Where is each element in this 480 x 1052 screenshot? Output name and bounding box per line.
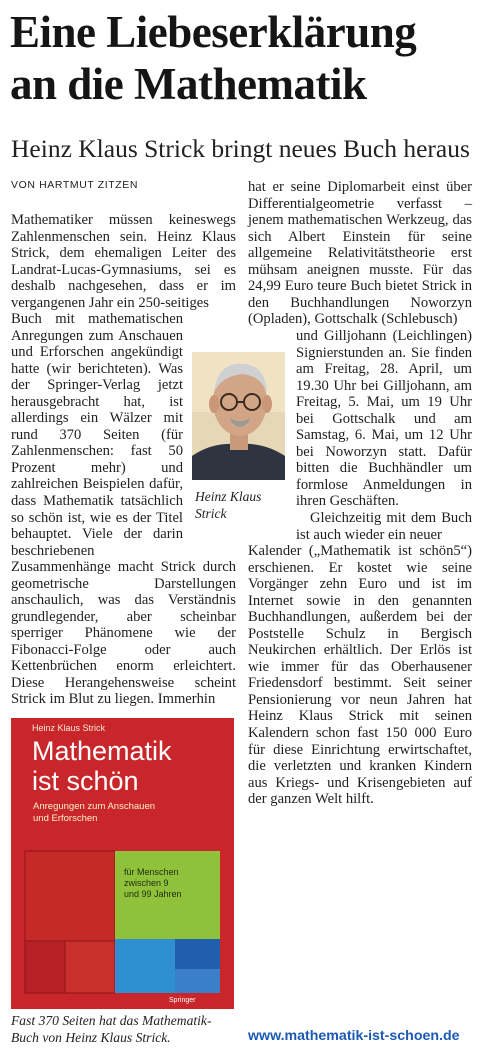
byline: VON HARTMUT ZITZEN — [11, 179, 139, 191]
portrait-caption-line-2: Strick — [195, 506, 227, 521]
website-link[interactable]: www.mathematik-ist-schoen.de — [248, 1028, 460, 1044]
cover-subtitle — [33, 801, 155, 825]
book-cover — [11, 718, 234, 1009]
headline-line-1: Eine Liebeserklärung — [10, 7, 417, 57]
article-text-col1-bottom — [11, 559, 236, 708]
cover-title-line-2: ist schön — [32, 766, 139, 796]
article-paragraph: Mathematiker müssen keineswegs Zahlenmenschen sein. Heinz Klaus Strick, dem ehemaligen Leiter des Landrat-Lucas-Gymnasiums, sei es deshalb nachgesehen, dass er im vergangenen Jahr ein 250-seitiges — [11, 212, 236, 311]
cover-subtitle-line-2: und Erforschen — [33, 813, 98, 824]
article-text-col1-top — [11, 212, 236, 311]
article-paragraph: und Gilljohann (Leichlingen) Signierstunden an. Sie finden am Freitag, 28. April, um 19.30 Uhr bei Gilljohann, am Freitag, 5. Mai, um 19 Uhr bei Gottschalk und am Samstag, 6. Mai, um 12 Uhr bei Noworzyn statt. Dafür bitten die Buchhändler um formlose Anmeldungen in ihren Geschäften. — [296, 328, 472, 510]
cover-audience-line-1: für Menschen — [124, 867, 179, 877]
article-paragraph: Gleichzeitig mit dem Buch ist auch wieder ein neuer — [296, 510, 472, 543]
cover-audience — [124, 867, 182, 900]
article-text-col2-bottom — [248, 543, 472, 808]
cover-caption: Fast 370 Seiten hat das Mathematik-Buch von Heinz Klaus Strick. — [11, 1013, 212, 1045]
headline-line-2: an die Mathematik — [10, 59, 367, 109]
cover-audience-line-2: zwischen 9 — [124, 878, 169, 888]
headline — [10, 6, 475, 110]
author-portrait — [192, 352, 285, 480]
article-paragraph: Buch mit mathematischen Anregungen zum Anschauen und Erforschen angekündigt hatte (wir berichteten). Was der Springer-Verlag jetzt herausgebracht hat, ist allerdings ein Wälzer mit rund 370 Seiten (für Zahlenmenschen: fast 50 Prozent mehr) und zahlreichen Beispielen dafür, dass Mathematik tatsächlich so schön ist, wie es der Titel behauptet. Viele der darin beschriebenen — [11, 311, 183, 559]
portrait-caption — [195, 488, 261, 522]
cover-audience-line-3: und 99 Jahren — [124, 889, 182, 899]
article-paragraph: hat er seine Diplomarbeit einst über Differentialgeometrie verfasst – jenem mathematischen Werkzeug, das sich Albert Einstein für seine allgemeine Relativitätstheorie erst mühsam aneignen musste. Für das 24,99 Euro teure Buch bietet Strick in den Buchhandlungen Noworzyn (Opladen), Gottschalk (Schlebusch) — [248, 179, 472, 328]
article-text-col1-beside-photo — [11, 311, 183, 559]
article-text-col2-beside-photo — [296, 328, 472, 543]
subheadline: Heinz Klaus Strick bringt neues Buch heraus — [11, 134, 470, 163]
cover-title — [32, 736, 172, 796]
cover-title-line-1: Mathematik — [32, 736, 172, 766]
cover-publisher: Springer — [169, 997, 196, 1004]
article-paragraph: Kalender („Mathematik ist schön5“) erschienen. Er kostet wie seine Vorgänger zehn Euro und ist im Internet sowie in den genannten Buchhandlungen, außerdem bei der Poststelle Schulz in Bergisch Neukirchen erhältlich. Der Erlös ist wie immer für das Oberhausener Friedensdorf bestimmt. Seit seiner Pensionierung vor neun Jahren hat Heinz Klaus Strick mit seinen Kalendern schon fast 150 000 Euro für diese Einrichtung erwirtschaftet, die verletzten und kranken Kindern aus Kriegs- und Krisengebieten auf der ganzen Welt hilft. — [248, 543, 472, 808]
article-paragraph: Zusammenhänge macht Strick durch geometrische Darstellungen anschaulich, was das Verständnis grundlegender, aber scheinbar sperriger Phänomene wie der Fibonacci-Folge oder auch Kettenbrüchen enorm erleichtert. Diese Herangehensweise scheint Strick im Blut zu liegen. Immerhin — [11, 559, 236, 708]
portrait-caption-line-1: Heinz Klaus — [195, 489, 262, 504]
cover-subtitle-line-1: Anregungen zum Anschauen — [33, 801, 156, 812]
cover-author: Heinz Klaus Strick — [32, 723, 106, 733]
article-text-col2-top — [248, 179, 472, 328]
